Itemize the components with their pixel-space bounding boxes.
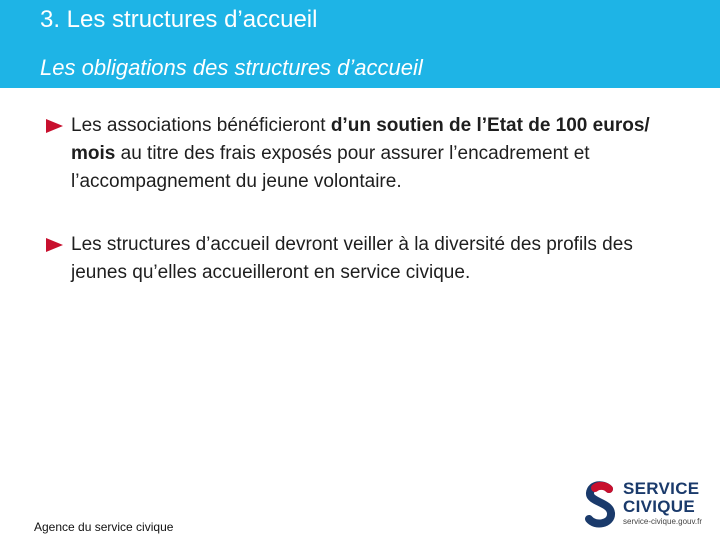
triangle-bullet-icon	[46, 238, 63, 252]
bullet-text-post: au titre des frais exposés pour assurer l’encadrement et l’accompagnement du jeune volontaire.	[71, 143, 590, 192]
header-banner	[0, 0, 720, 88]
logo-url: service-civique.gouv.fr	[623, 517, 702, 526]
service-civique-logo	[583, 478, 713, 530]
bullet-item	[46, 112, 686, 196]
bullet-text-bold: d’un soutien de l’Etat de 100 euros/ mois	[71, 115, 650, 164]
page-subtitle: Les obligations des structures d’accueil	[40, 55, 423, 80]
bullet-text	[71, 112, 686, 196]
logo-text-service: SERVICE	[623, 479, 700, 498]
triangle-bullet-icon	[46, 119, 63, 133]
bullet-text-pre: Les associations bénéficieront	[71, 115, 331, 136]
service-civique-s-logo-icon	[583, 480, 619, 528]
bullet-text: Les structures d’accueil devront veiller à la diversité des profils des jeunes qu’elles accueilleront en service civique.	[71, 234, 633, 283]
page-title: 3. Les structures d’accueil	[40, 6, 318, 33]
logo-text-civique: CIVIQUE	[623, 497, 696, 516]
bullet-item	[46, 231, 686, 287]
footer-agency-label: Agence du service civique	[34, 520, 174, 534]
